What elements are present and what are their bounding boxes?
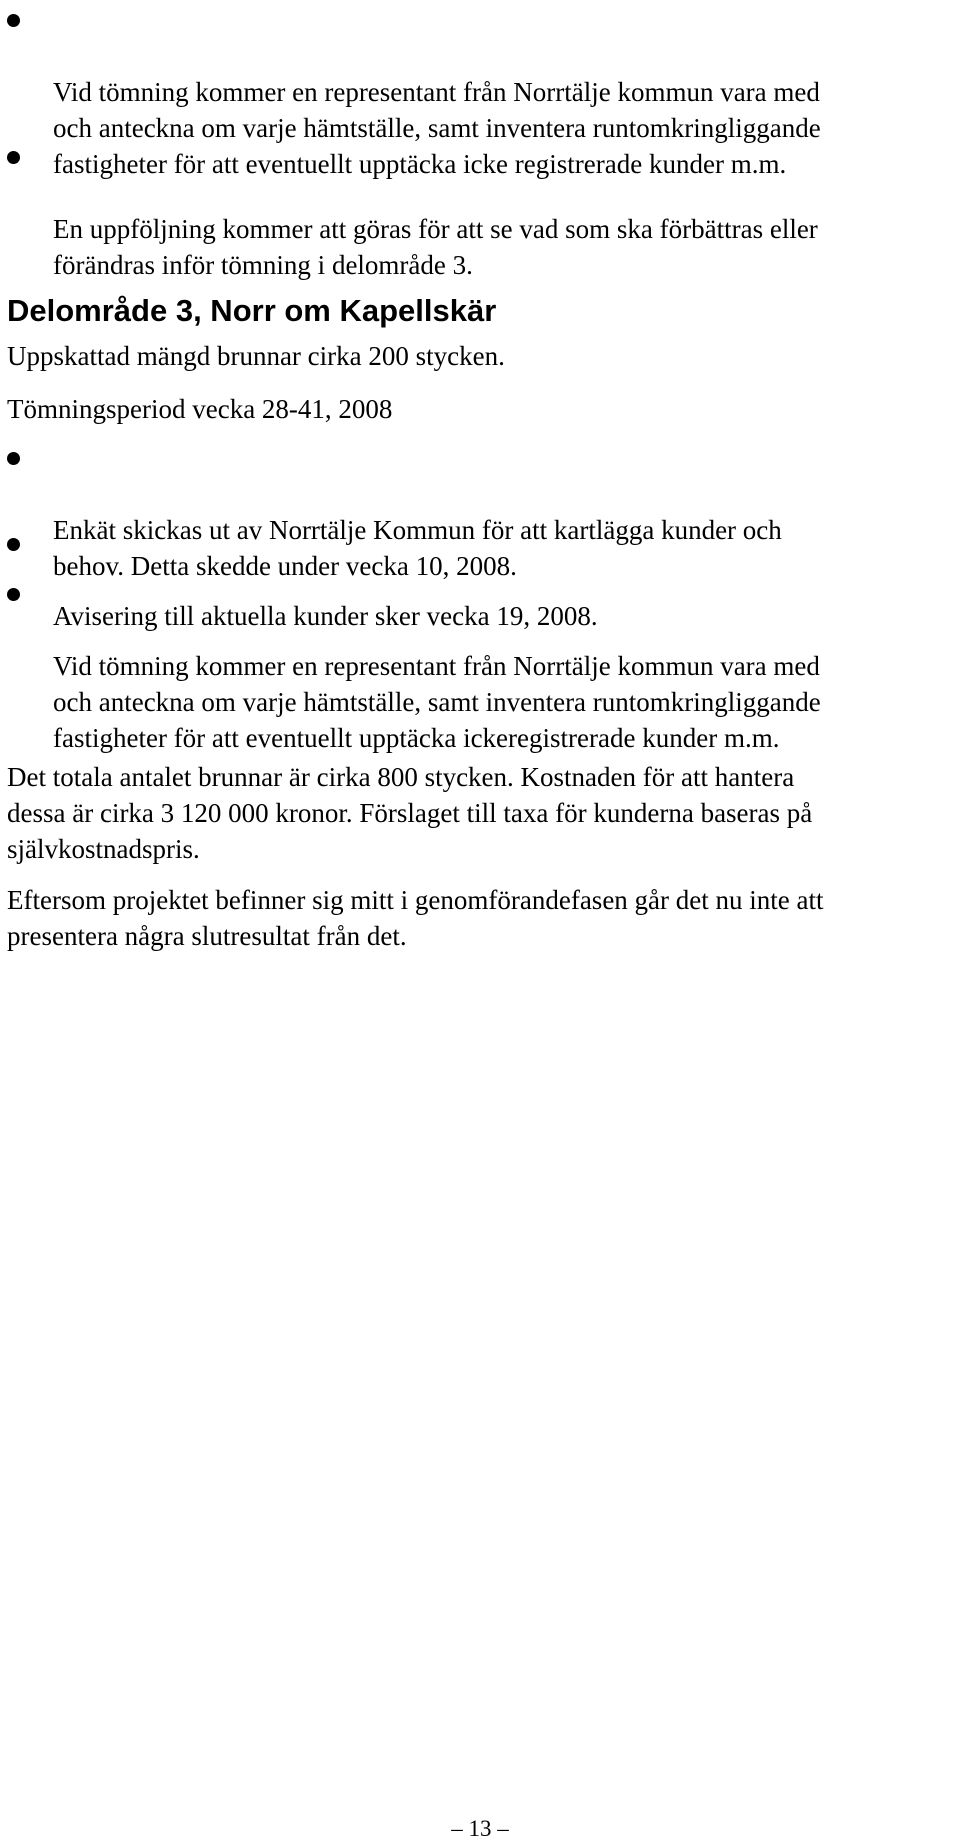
bullet-text: Vid tömning kommer en representant från Norrtälje kommun vara med och anteckna om varje hämtställe, samt inventera runtomkringliggande fastigheter för att eventuellt upptäcka icke registrerade kunder m.m. xyxy=(53,77,821,179)
bullet-text: Avisering till aktuella kunder sker vecka 19, 2008. xyxy=(53,601,598,631)
bullet-dot-icon xyxy=(7,14,20,27)
bullet-dot-icon xyxy=(7,588,20,601)
period-text: Tömningsperiod vecka 28-41, 2008 xyxy=(7,394,393,424)
page-number: – 13 – xyxy=(451,1816,509,1841)
section-heading: Delområde 3, Norr om Kapellskär xyxy=(7,293,497,328)
bullet-text: En uppföljning kommer att göras för att se vad som ska förbättras eller förändras inför tömning i delområde 3. xyxy=(53,214,818,280)
estimate-text: Uppskattad mängd brunnar cirka 200 stycken. xyxy=(7,341,505,371)
list-item xyxy=(0,440,960,581)
bullet-list-section-2 xyxy=(0,440,960,756)
bullet-dot-icon xyxy=(7,452,20,465)
list-item xyxy=(0,576,960,756)
summary-paragraph: Det totala antalet brunnar är cirka 800 stycken. Kostnaden för att hantera dessa är cirka 3 120 000 kronor. Förslaget till taxa för kunderna baseras på självkostnadspris. xyxy=(7,762,813,864)
list-item xyxy=(0,2,960,179)
list-item xyxy=(0,526,960,631)
conclusion-paragraph: Eftersom projektet befinner sig mitt i genomförandefasen går det nu inte att presentera några slutresultat från det. xyxy=(7,885,824,951)
list-item xyxy=(0,139,960,283)
bullet-dot-icon xyxy=(7,151,20,164)
bullet-text: Vid tömning kommer en representant från Norrtälje kommun vara med och anteckna om varje hämtställe, samt inventera runtomkringliggande fastigheter för att eventuellt upptäcka ickeregistrerade kunder m.m. xyxy=(53,651,821,753)
bullet-text: Enkät skickas ut av Norrtälje Kommun för att kartlägga kunder och behov. Detta skedde under vecka 10, 2008. xyxy=(53,515,782,581)
bullet-dot-icon xyxy=(7,538,20,551)
bullet-list-section-1 xyxy=(0,2,960,283)
